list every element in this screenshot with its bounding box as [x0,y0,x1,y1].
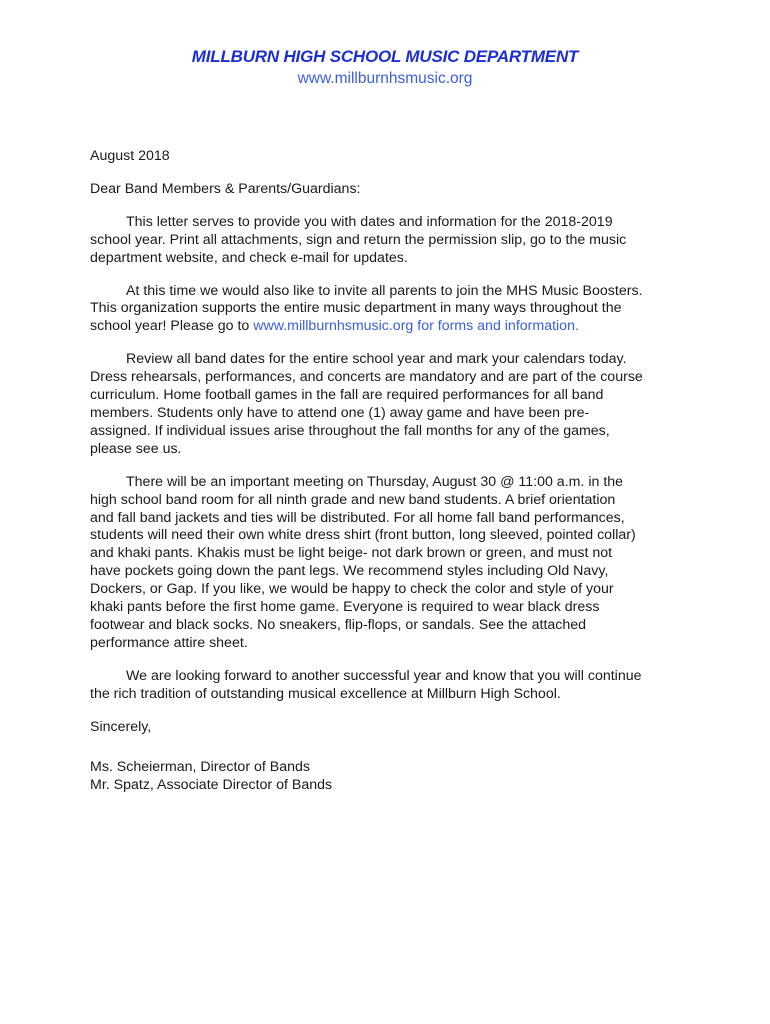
website-link[interactable]: www.millburnhsmusic.org [297,70,473,87]
letter-body [90,148,690,795]
paragraph-boosters-tail: for forms and information. [413,318,579,335]
closing: Sincerely, [90,718,152,735]
paragraph-closing-remarks: We are looking forward to another successful year and know that you will continue the rich tradition of outstanding musical excellence at Millburn High School. [90,667,642,702]
department-title: MILLBURN HIGH SCHOOL MUSIC DEPARTMENT [191,47,579,66]
paragraph-meeting: There will be an important meeting on Thursday, August 30 @ 11:00 a.m. in the high school band room for all ninth grade and new band students. A brief orientation and fall band jackets and ties will be distributed. For all home fall band performances, students will need their own white dress shirt (front button, long sleeved, pointed collar) and khaki pants. Khakis must be light beige- not dark brown or green, and must not have pockets going down the pant legs. We recommend styles including Old Navy, Dockers, or Gap. If you like, we would be happy to check the color and style of your khaki pants before the first home game. Everyone is required to wear black dress footwear and black socks. No sneakers, flip-flops, or sandals. See the attached performance attire sheet. [90,473,636,651]
signature-associate-director: Mr. Spatz, Associate Director of Bands [90,777,333,794]
paragraph-boosters [90,283,690,337]
paragraph-band-dates: Review all band dates for the entire school year and mark your calendars today. Dress rehearsals, performances, and concerts are mandatory and are part of the course curriculum. Home football games in the fall are required performances for all band members. Students only have to attend one (1) away game and have been pre- assigned. If individual issues arise throughout the fall months for any of the games, please see us. [90,351,643,457]
paragraph-boosters-text: At this time we would also like to invite all parents to join the MHS Music Boosters. This organization supports the entire music department in many ways throughout the school year! Please go to [90,282,643,335]
salutation: Dear Band Members & Parents/Guardians: [90,180,361,197]
letter-date: August 2018 [90,148,170,164]
paragraph-intro: This letter serves to provide you with dates and information for the 2018-2019 school year. Print all attachments, sign and return the permission slip, go to the music department website, and check e-mail for updates. [90,213,627,266]
signature-director: Ms. Scheierman, Director of Bands [90,759,310,776]
letterhead [0,46,770,89]
boosters-website-link[interactable]: www.millburnhsmusic.org [253,318,414,335]
